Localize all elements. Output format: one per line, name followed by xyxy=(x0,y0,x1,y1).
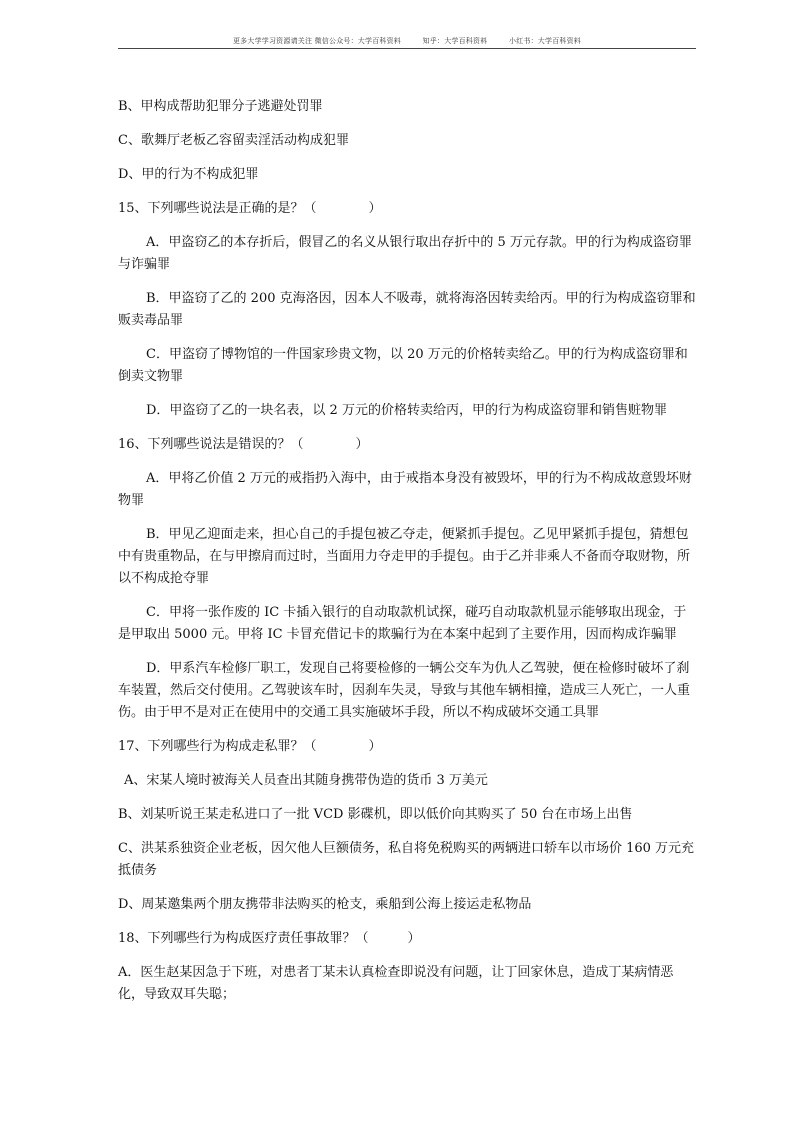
header-divider xyxy=(118,48,696,49)
question-17: 17、下列哪些行为构成走私罪？（ ） xyxy=(118,739,382,754)
option-d-previous: D、甲的行为不构成犯罪 xyxy=(118,167,259,182)
option-b-previous: B、甲构成帮助犯罪分子逃避处罚罪 xyxy=(118,99,323,114)
question-18-option-a: A．医生赵某因急于下班，对患者丁某未认真检查即说没有问题，让丁回家休息，造成丁某病情恶化，导致双耳失聪； xyxy=(118,965,674,1002)
question-17-option-d: D、周某邀集两个朋友携带非法购买的枪支，乘船到公海上接运走私物品 xyxy=(118,897,532,912)
question-18: 18、下列哪些行为构成医疗责任事故罪？（ ） xyxy=(118,931,421,946)
question-15: 15、下列哪些说法是正确的是？（ ） xyxy=(118,201,382,216)
question-17-option-a: A、宋某人境时被海关人员查出其随身携带伪造的货币 3 万美元 xyxy=(124,773,488,788)
question-15-option-a: A．甲盗窃乙的本存折后，假冒乙的名义从银行取出存折中的 5 万元存款。甲的行为构成盗窃罪与诈骗罪 xyxy=(118,235,692,272)
question-16-option-a: A．甲将乙价值 2 万元的戒指扔入海中，由于戒指本身没有被毁坏，甲的行为不构成故意毁坏财物罪 xyxy=(118,471,692,508)
option-c-previous: C、歌舞厅老板乙容留卖淫活动构成犯罪 xyxy=(118,133,349,148)
question-16-option-d: D．甲系汽车检修厂职工，发现自己将要检修的一辆公交车为仇人乙驾驶，便在检修时破坏了刹车装置，然后交付使用。乙驾驶该车时，因刹车失灵，导致与其他车辆相撞，造成三人死亡，一人重伤。由于甲不是对正在使用中的交通工具实施破坏手段，所以不构成破坏交通工具罪 xyxy=(118,661,691,720)
question-17-option-c: C、洪某系独资企业老板，因欠他人巨额债务，私自将免税购买的两辆进口轿车以市场价 160 万元充抵债务 xyxy=(118,841,695,878)
question-16: 16、下列哪些说法是错误的？（ ） xyxy=(118,437,369,452)
question-15-option-c: C．甲盗窃了博物馆的一件国家珍贵文物，以 20 万元的价格转卖给乙。甲的行为构成盗窃罪和倒卖文物罪 xyxy=(118,347,688,384)
question-15-option-b: B．甲盗窃了乙的 200 克海洛因，因本人不吸毒，就将海洛因转卖给丙。甲的行为构成盗窃罪和贩卖毒品罪 xyxy=(118,291,696,328)
question-15-option-d: D．甲盗窃了乙的一块名表，以 2 万元的价格转卖给丙，甲的行为构成盗窃罪和销售赃物罪 xyxy=(146,403,667,418)
page-header: 更多大学学习资源请关注 微信公众号：大学百科资料 知乎：大学百科资料 小红书：大学百科资料 xyxy=(232,37,582,45)
question-17-option-b: B、刘某听说王某走私进口了一批 VCD 影碟机，即以低价向其购买了 50 台在市场上出售 xyxy=(118,807,633,822)
document-body xyxy=(118,96,696,1018)
question-16-option-b: B．甲见乙迎面走来，担心自己的手提包被乙夺走，便紧抓手提包。乙见甲紧抓手提包，猜想包中有贵重物品，在与甲擦肩而过时，当面用力夺走甲的手提包。由于乙并非乘人不备而夺取财物，所以不构成抢夺罪 xyxy=(118,527,691,586)
question-16-option-c: C．甲将一张作废的 IC 卡插入银行的自动取款机试探，碰巧自动取款机显示能够取出现金，于是甲取出 5000 元。甲将 IC 卡冒充借记卡的欺骗行为在本案中起到了主要作用，因而构成诈骗罪 xyxy=(118,605,687,642)
